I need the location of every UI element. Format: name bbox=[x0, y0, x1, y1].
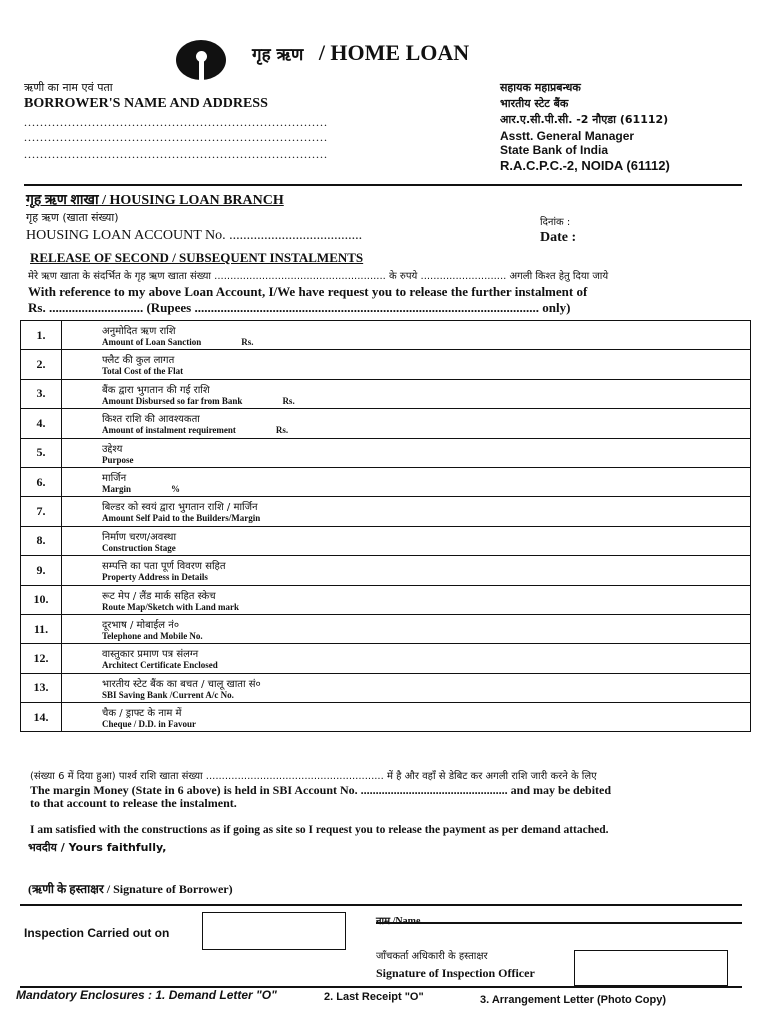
item-label-english bbox=[102, 543, 750, 553]
item-label-hindi: वास्तुकार प्रमाण पत्र संलग्न bbox=[102, 649, 199, 661]
margin-hindi: (संख्या 6 में दिया हुआ) पार्श्व राशि खाता संख्या ........................................................ में है और वहाँ से डेबिट कर अगली राशि जारी करने के लिए bbox=[30, 771, 597, 782]
item-number: 14. bbox=[21, 703, 62, 732]
office-hi-line-1: सहायक महाप्रबन्धक bbox=[500, 81, 581, 94]
item-label-english bbox=[102, 396, 750, 406]
inspection-date-box[interactable] bbox=[202, 912, 346, 950]
item-number: 11. bbox=[21, 614, 62, 643]
table-row bbox=[21, 703, 751, 732]
release-title: RELEASE OF SECOND / SUBSEQUENT INSTALMENTS bbox=[30, 250, 364, 265]
item-field[interactable] bbox=[62, 350, 751, 379]
item-label-english bbox=[102, 455, 750, 465]
item-label-hindi: उद्देश्य bbox=[102, 443, 123, 455]
item-unit: Rs. bbox=[241, 337, 254, 347]
borrower-line-1[interactable]: ............................................................................ bbox=[24, 115, 328, 129]
item-label-hindi: सम्पत्ति का पता पूर्ण विवरण सहित bbox=[102, 561, 226, 573]
item-label-english-text: Amount Self Paid to the Builders/Margin bbox=[102, 513, 261, 524]
table-row bbox=[21, 467, 751, 496]
item-unit: Rs. bbox=[282, 395, 295, 406]
table-row bbox=[21, 497, 751, 526]
item-label-hindi: अनुमोदित ऋण राशि bbox=[102, 326, 176, 337]
item-number: 13. bbox=[21, 673, 62, 702]
officer-signature-box[interactable] bbox=[574, 950, 728, 986]
item-label-hindi: मार्जिन bbox=[102, 472, 127, 484]
item-label-english-text: Total Cost of the Flat bbox=[102, 366, 184, 377]
enclosure-item-2: 2. Last Receipt "O" bbox=[324, 991, 424, 1003]
item-number: 2. bbox=[21, 350, 62, 379]
inspection-label: Inspection Carried out on bbox=[24, 926, 170, 940]
item-label-english bbox=[102, 484, 750, 494]
office-address-hindi bbox=[500, 80, 668, 128]
item-number: 9. bbox=[21, 556, 62, 585]
item-number: 10. bbox=[21, 585, 62, 614]
item-field[interactable] bbox=[62, 321, 751, 350]
table-row bbox=[21, 409, 751, 438]
item-label-english-text: Route Map/Sketch with Land mark bbox=[102, 601, 240, 612]
item-label-english-text: Purpose bbox=[102, 454, 134, 465]
item-label-english bbox=[102, 719, 750, 729]
enclosure-item-3: 3. Arrangement Letter (Photo Copy) bbox=[480, 994, 666, 1006]
item-field[interactable] bbox=[62, 703, 751, 732]
table-row bbox=[21, 350, 751, 379]
officer-signature-label: Signature of Inspection Officer bbox=[376, 966, 535, 980]
request-english-1: With reference to my above Loan Account, I/We have request you to release the further instalment of bbox=[28, 284, 588, 299]
item-field[interactable] bbox=[62, 556, 751, 585]
item-field[interactable] bbox=[62, 673, 751, 702]
table-row bbox=[21, 644, 751, 673]
item-number: 12. bbox=[21, 644, 62, 673]
account-label-hindi: गृह ऋण (खाता संख्या) bbox=[26, 211, 119, 224]
item-label-english-text: Construction Stage bbox=[102, 542, 176, 553]
table-row bbox=[21, 556, 751, 585]
item-field[interactable] bbox=[62, 409, 751, 438]
table-row bbox=[21, 438, 751, 467]
item-label-english-text: Property Address in Details bbox=[102, 572, 208, 583]
borrower-line-3[interactable]: ............................................................................ bbox=[24, 147, 328, 161]
item-label-english bbox=[102, 366, 750, 376]
item-label-hindi: भारतीय स्टेट बैंक का बचत / चालू खाता सं० bbox=[102, 678, 261, 690]
item-label-english-text: SBI Saving Bank /Current A/c No. bbox=[102, 689, 234, 700]
margin-english-1: The margin Money (State in 6 above) is held in SBI Account No. ................................................. and may be debited bbox=[30, 783, 612, 797]
office-hi-line-3: आर.ए.सी.पी.सी. -2 नौएडा (61112) bbox=[500, 113, 669, 126]
instalment-details-table bbox=[20, 320, 751, 732]
item-number: 3. bbox=[21, 379, 62, 408]
office-address-english bbox=[500, 129, 670, 173]
item-number: 5. bbox=[21, 438, 62, 467]
office-en-line-1: Asstt. General Manager bbox=[500, 129, 635, 143]
margin-english-2: to that account to release the instalment. bbox=[30, 796, 237, 810]
date-label-hindi: दिनांक : bbox=[540, 217, 571, 228]
item-label-english bbox=[102, 425, 750, 435]
item-field[interactable] bbox=[62, 585, 751, 614]
signature-divider bbox=[20, 904, 742, 906]
item-number: 6. bbox=[21, 467, 62, 496]
satisfaction-statement: I am satisfied with the constructions as if going as site so I request you to release the payment as per demand attached. bbox=[30, 824, 609, 836]
borrower-signature-label: (ऋणी के हस्ताक्षर / Signature of Borrower) bbox=[28, 882, 233, 896]
yours-faithfully: भवदीय / Yours faithfully, bbox=[28, 841, 167, 854]
item-field[interactable] bbox=[62, 438, 751, 467]
table-row bbox=[21, 673, 751, 702]
item-label-hindi: बैंक द्वारा भुगतान की गई राशि bbox=[102, 384, 210, 396]
account-label: HOUSING LOAN ACCOUNT No. ...................................... bbox=[26, 228, 363, 243]
item-label-hindi: दूरभाष / मोबाईल नं० bbox=[102, 619, 180, 631]
table-row bbox=[21, 585, 751, 614]
item-number: 7. bbox=[21, 497, 62, 526]
item-label-english-text: Amount of instalment requirement bbox=[102, 425, 236, 436]
item-unit: Rs. bbox=[275, 425, 289, 436]
borrower-label-hindi: ऋणी का नाम एवं पता bbox=[24, 81, 113, 94]
name-line[interactable] bbox=[376, 922, 742, 924]
officer-signature-hindi: जाँचकर्ता अधिकारी के हस्ताक्षर bbox=[376, 951, 488, 962]
item-label-english bbox=[102, 690, 750, 700]
item-label-english-text: Margin bbox=[102, 483, 131, 494]
item-field[interactable] bbox=[62, 644, 751, 673]
table-row bbox=[21, 379, 751, 408]
enclosure-label: Mandatory Enclosures : 1. Demand Letter "O" bbox=[16, 988, 277, 1002]
item-number: 4. bbox=[21, 409, 62, 438]
item-label-english bbox=[102, 602, 750, 612]
office-hi-line-2: भारतीय स्टेट बैंक bbox=[500, 97, 569, 110]
request-hindi: मेरे ऋण खाता के संदर्भित के गृह ऋण खाता संख्या ...................................................... के रुपये ........................... अगली किश्त हेतु दिया जाये bbox=[28, 271, 609, 282]
borrower-label: BORROWER'S NAME AND ADDRESS bbox=[24, 96, 268, 111]
item-label-hindi: निर्माण चरण/अवस्था bbox=[102, 531, 177, 543]
table-row bbox=[21, 321, 751, 350]
item-label-english-text: Amount Disbursed so far from Bank bbox=[102, 395, 243, 406]
item-label-english bbox=[102, 631, 750, 641]
branch-label: गृह ऋण शाखा / HOUSING LOAN BRANCH bbox=[26, 193, 284, 208]
item-number: 8. bbox=[21, 526, 62, 555]
item-label-hindi: रूट मेप / लैंड मार्क सहित स्केच bbox=[102, 590, 216, 602]
item-label-english bbox=[102, 660, 750, 670]
item-label-english-text: Telephone and Mobile No. bbox=[102, 630, 203, 641]
sbi-logo-icon bbox=[176, 40, 226, 80]
item-field[interactable] bbox=[62, 467, 751, 496]
item-label-hindi: चैक / ड्राफ्ट के नाम में bbox=[102, 708, 182, 720]
office-en-line-3: R.A.C.P.C.-2, NOIDA (61112) bbox=[500, 158, 670, 173]
item-label-hindi: बिल्डर को स्वयं द्वारा भुगतान राशि / मार्जिन bbox=[102, 502, 258, 514]
item-field[interactable] bbox=[62, 497, 751, 526]
item-label-hindi: फ्लैट की कुल लागत bbox=[102, 355, 175, 367]
item-field[interactable] bbox=[62, 379, 751, 408]
item-label-english-text: Cheque / D.D. in Favour bbox=[102, 719, 197, 730]
office-en-line-2: State Bank of India bbox=[500, 143, 609, 157]
item-unit: % bbox=[171, 483, 180, 494]
item-label-english bbox=[102, 513, 750, 523]
item-field[interactable] bbox=[62, 614, 751, 643]
item-label-english bbox=[102, 572, 750, 582]
item-field[interactable] bbox=[62, 526, 751, 555]
title-english: / HOME LOAN bbox=[318, 40, 470, 65]
request-english-2: Rs. ............................. (Rupees .......................................................................................................... only) bbox=[28, 300, 571, 315]
item-number: 1. bbox=[21, 321, 62, 350]
date-label[interactable]: Date : bbox=[540, 230, 577, 245]
title-hindi: गृह ऋण bbox=[252, 45, 304, 65]
header-divider bbox=[24, 184, 742, 186]
name-label bbox=[376, 913, 420, 927]
item-label-english bbox=[102, 337, 750, 347]
borrower-line-2[interactable]: ............................................................................ bbox=[24, 130, 328, 144]
table-row bbox=[21, 614, 751, 643]
item-label-english-text: Amount of Loan Sanction bbox=[102, 337, 202, 347]
item-label-english-text: Architect Certificate Enclosed bbox=[102, 660, 218, 671]
item-label-hindi: किश्त राशि की आवश्यकता bbox=[102, 414, 200, 426]
table-row bbox=[21, 526, 751, 555]
page-title bbox=[252, 40, 469, 66]
